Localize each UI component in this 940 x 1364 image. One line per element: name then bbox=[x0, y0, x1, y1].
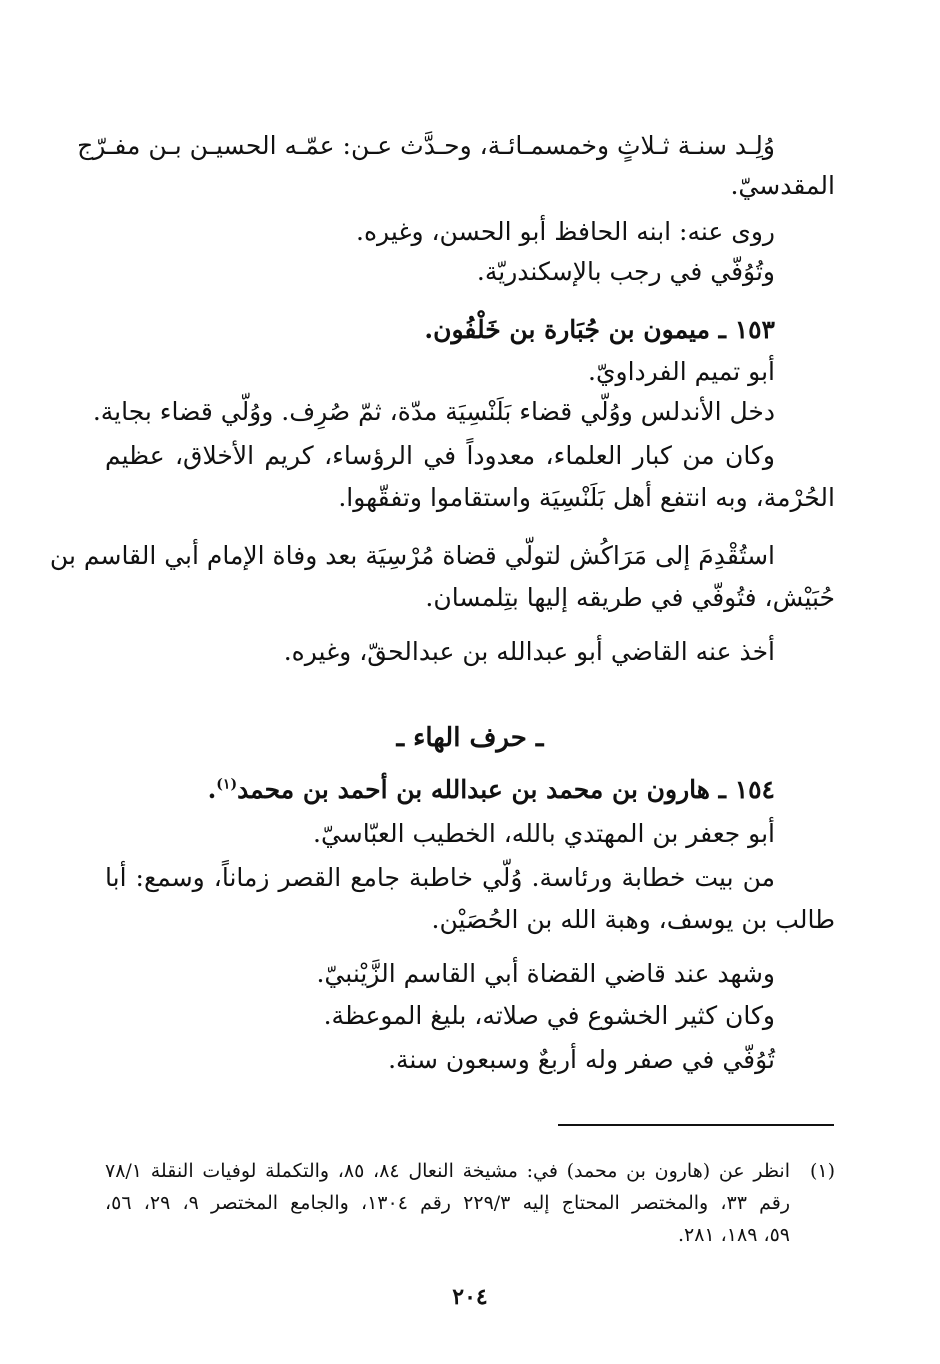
entry-154-line-6: تُوُفّي في صفر وله أربعٌ وسبعون سنة. bbox=[388, 1045, 775, 1074]
entry-154-line-5: وكان كثير الخشوع في صلاته، بليغ الموعظة. bbox=[323, 1001, 775, 1030]
footnote-reference[interactable]: (١) bbox=[216, 776, 238, 793]
entry-153-line-6: حُبَيْش، فتُوفّي في طريقه إليها بتِلمسان. bbox=[425, 583, 835, 612]
entry-154-line-3: طالب بن يوسف، وهبة الله بن الحُصَيْن. bbox=[431, 905, 835, 934]
entry-154-title bbox=[105, 770, 775, 810]
entry-154-line-2: من بيت خطابة ورئاسة. وُلّي خاطبة جامع القصر زماناً، وسمع: أبا bbox=[105, 863, 775, 892]
entry-152-line-4: وتُوُفّي في رجب بالإسكندريّة. bbox=[476, 257, 775, 286]
page-number: ٢٠٤ bbox=[452, 1284, 488, 1310]
entry-152-line-1: وُلِـد سنـة ثـلاثٍ وخمسمـائـة، وحـدَّث عـن: عمّـه الحسيـن بـن مفـرّج bbox=[77, 131, 775, 160]
entry-153-line-1: أبو تميم الفرداويّ. bbox=[588, 357, 775, 386]
entry-153-line-5: استُقْدِمَ إلى مَرَاكُش لتولّي قضاة مُرْسِيَة بعد وفاة الإمام أبي القاسم بن bbox=[49, 541, 775, 570]
entry-152-line-3: روى عنه: ابنه الحافظ أبو الحسن، وغيره. bbox=[356, 217, 775, 246]
entry-152-line-2: المقدسيّ. bbox=[730, 171, 835, 200]
footnote-divider bbox=[558, 1124, 834, 1126]
entry-153-line-2: دخل الأندلس ووُلّي قضاء بَلَنْسِيَة مدّة، ثمّ صُرِف. ووُلّي قضاء بجاية. bbox=[92, 397, 775, 426]
footnote-line-3: ٥٩، ١٨٩، ٢٨١. bbox=[677, 1224, 790, 1246]
entry-153-line-3: وكان من كبار العلماء، معدوداً في الرؤساء، كريم الأخلاق، عظيم bbox=[105, 441, 775, 470]
entry-154-line-4: وشهد عند قاضي القضاة أبي القاسم الزَّيْنبيّ. bbox=[316, 959, 775, 988]
entry-154-title-end: . bbox=[207, 775, 217, 804]
entry-154-line-1: أبو جعفر بن المهتدي بالله، الخطيب العبّاسيّ. bbox=[313, 819, 775, 848]
entry-153-line-7: أخذ عنه القاضي أبو عبدالله بن عبدالحقّ، وغيره. bbox=[283, 637, 775, 666]
footnote-line-1: انظر عن (هارون بن محمد) في: مشيخة النعال ٨٤، ٨٥، والتكملة لوفيات النقلة ٧٨/١ bbox=[105, 1160, 790, 1182]
entry-153-title: ١٥٣ ـ ميمون بن جُبَارة بن خَلْفُون. bbox=[424, 315, 775, 344]
entry-153-line-4: الحُرْمة، وبه انتفع أهل بَلَنْسِيَة واستقاموا وتفقّهوا. bbox=[338, 483, 835, 512]
entry-154-title-text: ١٥٤ ـ هارون بن محمد بن عبدالله بن أحمد بن محمد bbox=[237, 775, 775, 804]
section-heading: ـ حرف الهاء ـ bbox=[396, 723, 544, 753]
footnote-number: (١) bbox=[809, 1160, 835, 1182]
footnote-line-2: رقم ٣٣، والمختصر المحتاج إليه ٢٢٩/٣ رقم ١٣٠٤، والجامع المختصر ٩، ٢٩، ٥٦، bbox=[105, 1192, 790, 1214]
